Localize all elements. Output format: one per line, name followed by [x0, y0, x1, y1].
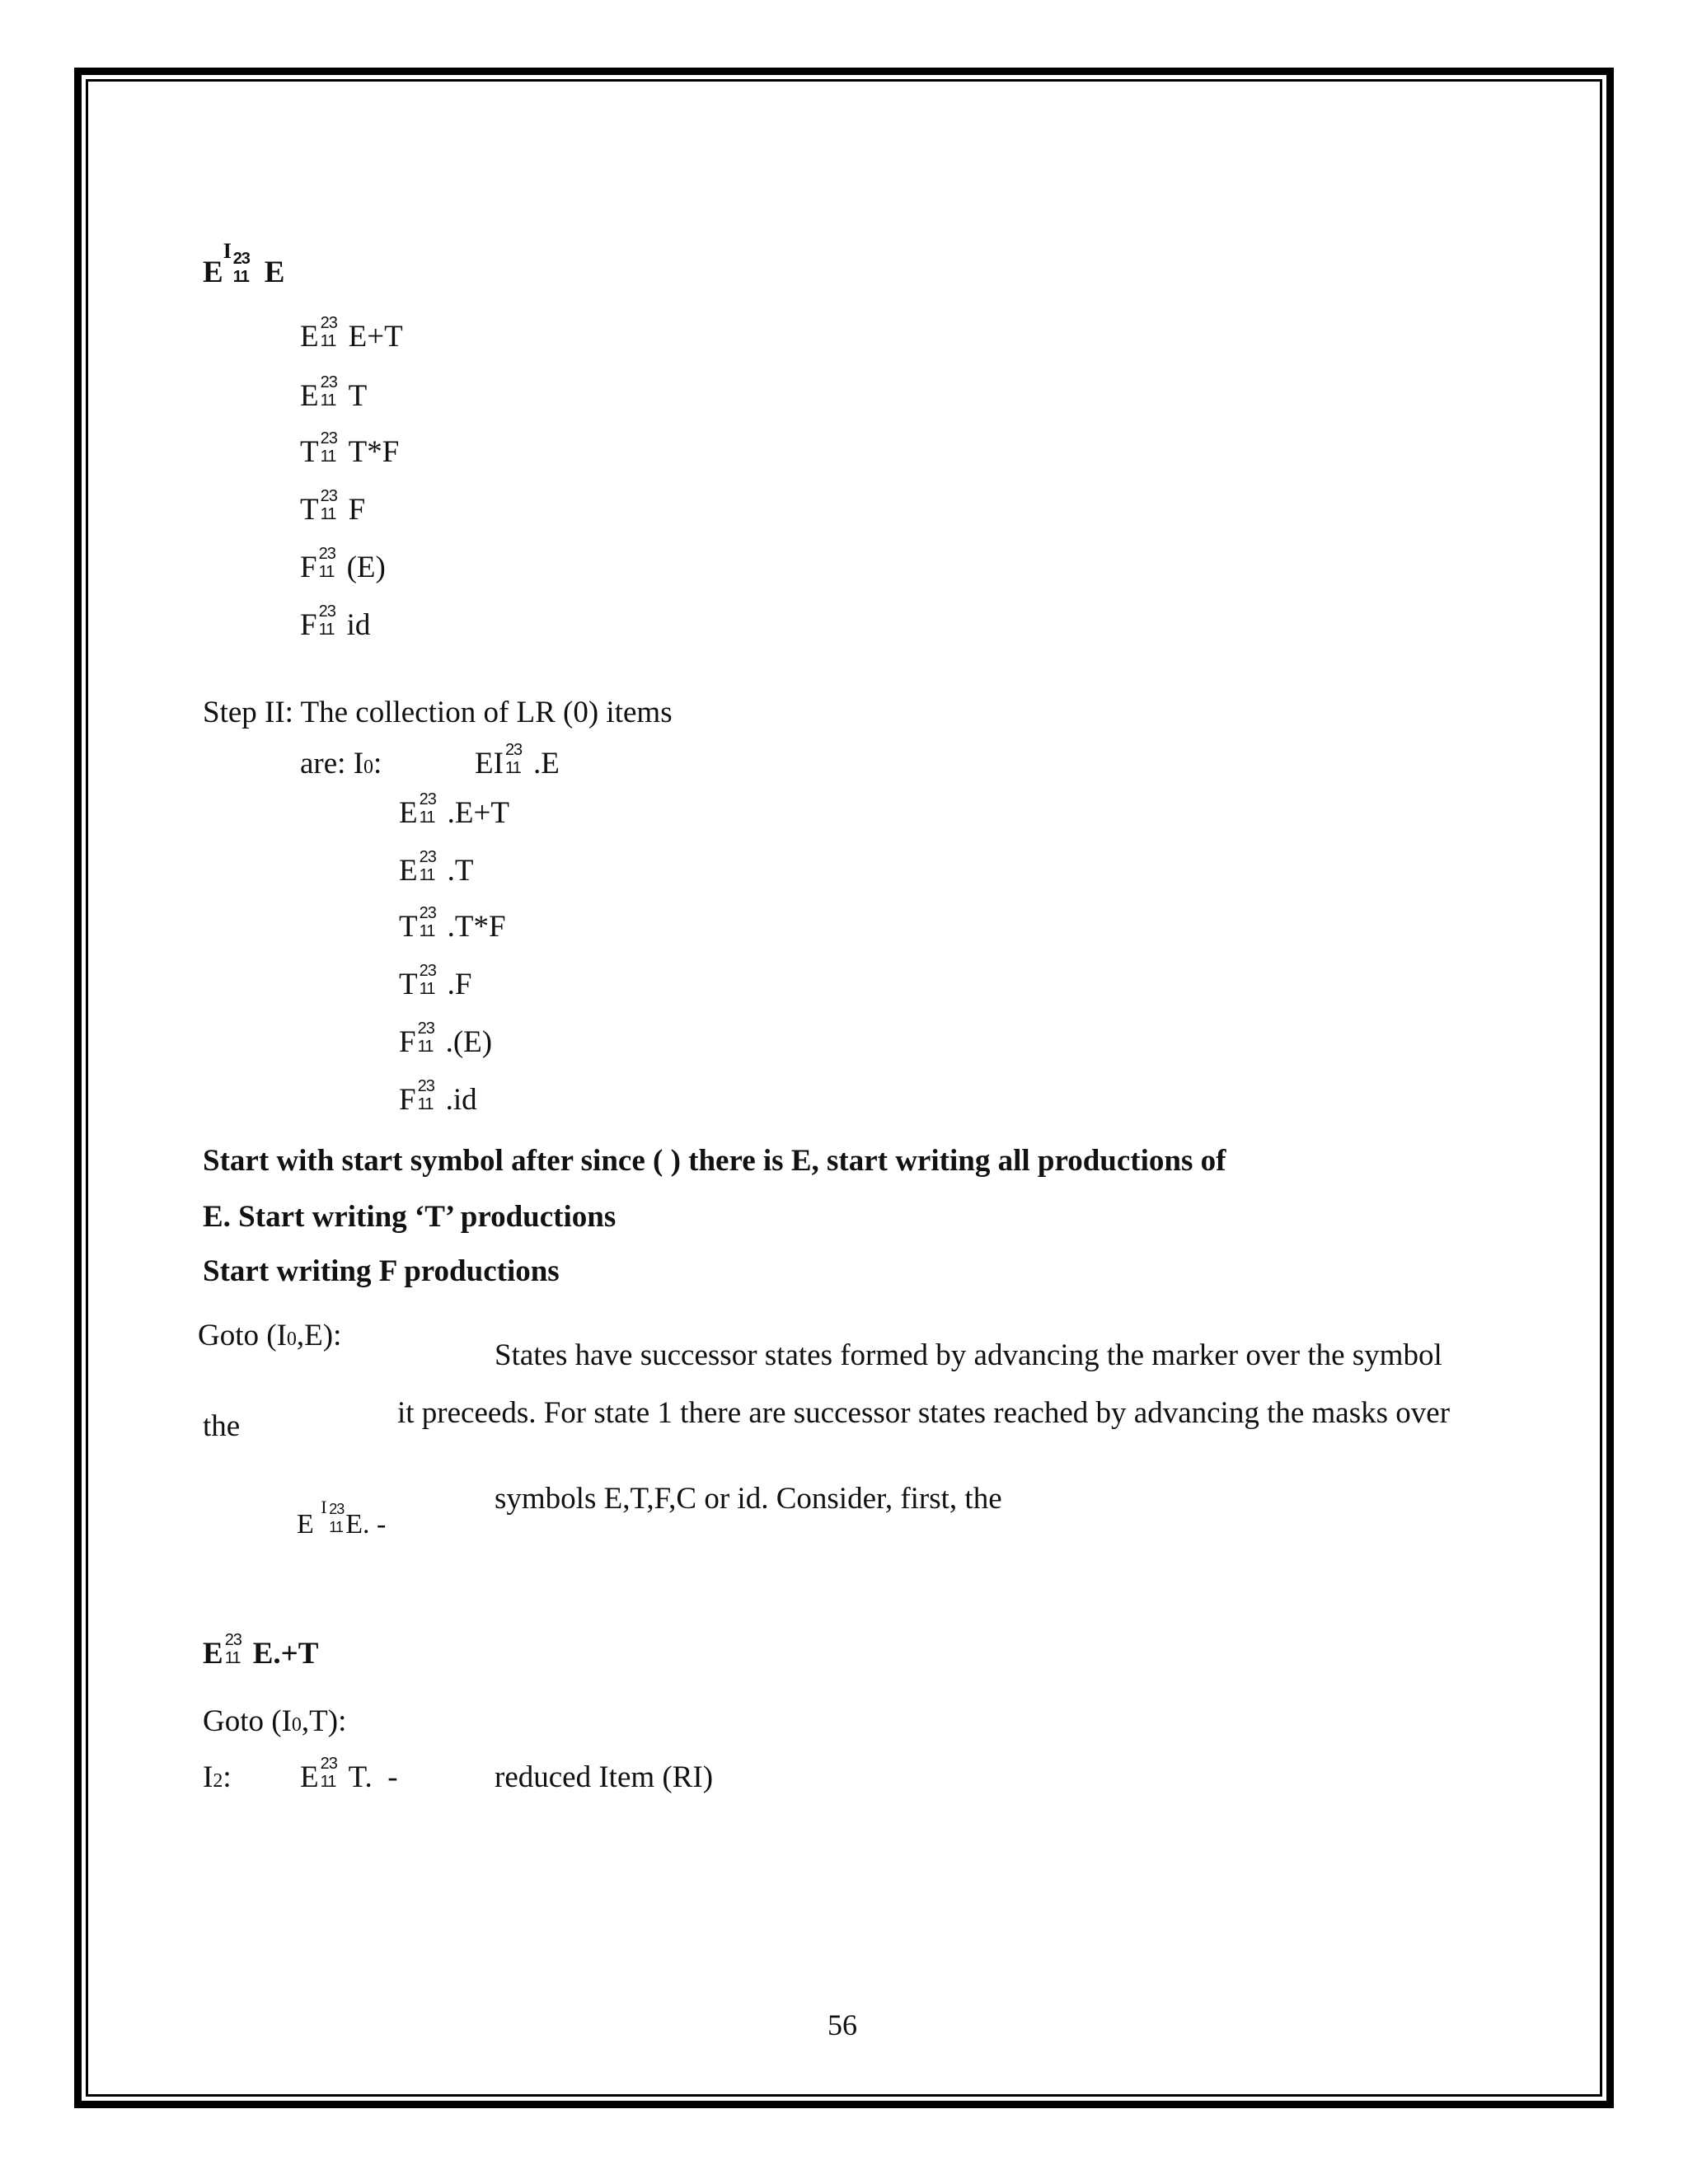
- instruction-line-1: Start with start symbol after since ( ) there is E, start writing all productions of: [203, 1144, 1226, 1178]
- production-5: F 23 11 (E): [300, 545, 386, 584]
- production-2: E 23 11 T: [300, 373, 368, 413]
- arrow-icon: 23 11: [419, 790, 436, 827]
- paragraph-line-3: symbols E,T,F,C or id. Consider, first, the: [495, 1482, 1002, 1516]
- i0-item-5: F 23 11 .(E): [399, 1019, 493, 1059]
- i0-item-3: T 23 11 .T*F: [399, 904, 506, 944]
- i0-label: are: I0:: [300, 747, 382, 780]
- arrow-icon: I 23 11: [321, 1497, 345, 1535]
- arrow-icon: I 23 11: [223, 239, 250, 286]
- instruction-line-2: E. Start writing ‘T’ productions: [203, 1200, 617, 1234]
- arrow-icon: 23 11: [320, 1755, 337, 1791]
- arrow-icon: 23 11: [419, 904, 436, 940]
- production-3: T 23 11 T*F: [300, 429, 400, 469]
- goto-i0-e: Goto (I0,E):: [198, 1319, 342, 1352]
- arrow-icon: 23 11: [320, 314, 337, 350]
- page-number: 56: [828, 2008, 857, 2041]
- item-e-dot: E I 23 11 E. -: [297, 1497, 387, 1540]
- arrow-icon: 23 11: [320, 429, 337, 466]
- i2-label: I2:: [203, 1760, 232, 1794]
- i0-item-4: T 23 11 .F: [399, 962, 472, 1001]
- instruction-line-3: Start writing F productions: [203, 1254, 560, 1288]
- paragraph-the: the: [203, 1409, 241, 1443]
- i0-item-6: F 23 11 .id: [399, 1077, 477, 1117]
- i0-item-2: E 23 11 .T: [399, 848, 474, 888]
- i2-item: E 23 11 T. -: [300, 1755, 398, 1794]
- paragraph-line-1: States have successor states formed by advancing the marker over the symbol: [495, 1338, 1442, 1372]
- i0-item-1: E 23 11 .E+T: [399, 790, 509, 830]
- arrow-icon: 23 11: [318, 602, 335, 639]
- arrow-icon: 23 11: [504, 741, 523, 777]
- arrow-icon: 23 11: [417, 1077, 434, 1113]
- step2-heading: Step II: The collection of LR (0) items: [203, 696, 673, 729]
- arrow-icon: 23 11: [320, 373, 337, 410]
- bold-item-e-e-plus-t: E 23 11 E.+T: [203, 1631, 319, 1671]
- reduced-item-note: reduced Item (RI): [495, 1760, 714, 1794]
- goto-i0-t: Goto (I0,T):: [203, 1704, 347, 1738]
- paragraph-line-2: it preceeds. For state 1 there are successor states reached by advancing the masks over: [397, 1396, 1451, 1430]
- arrow-icon: 23 11: [419, 848, 436, 884]
- arrow-icon: 23 11: [419, 962, 436, 998]
- augmented-production: E I 23 11 E: [203, 239, 285, 289]
- i0-item-0: EI 23 11 .E: [475, 741, 560, 780]
- production-4: T 23 11 F: [300, 487, 366, 527]
- arrow-icon: 23 11: [417, 1019, 434, 1056]
- arrow-icon: 23 11: [224, 1631, 241, 1667]
- arrow-icon: 23 11: [318, 545, 335, 581]
- production-6: F 23 11 id: [300, 602, 371, 642]
- arrow-icon: 23 11: [320, 487, 337, 523]
- production-1: E 23 11 E+T: [300, 314, 403, 354]
